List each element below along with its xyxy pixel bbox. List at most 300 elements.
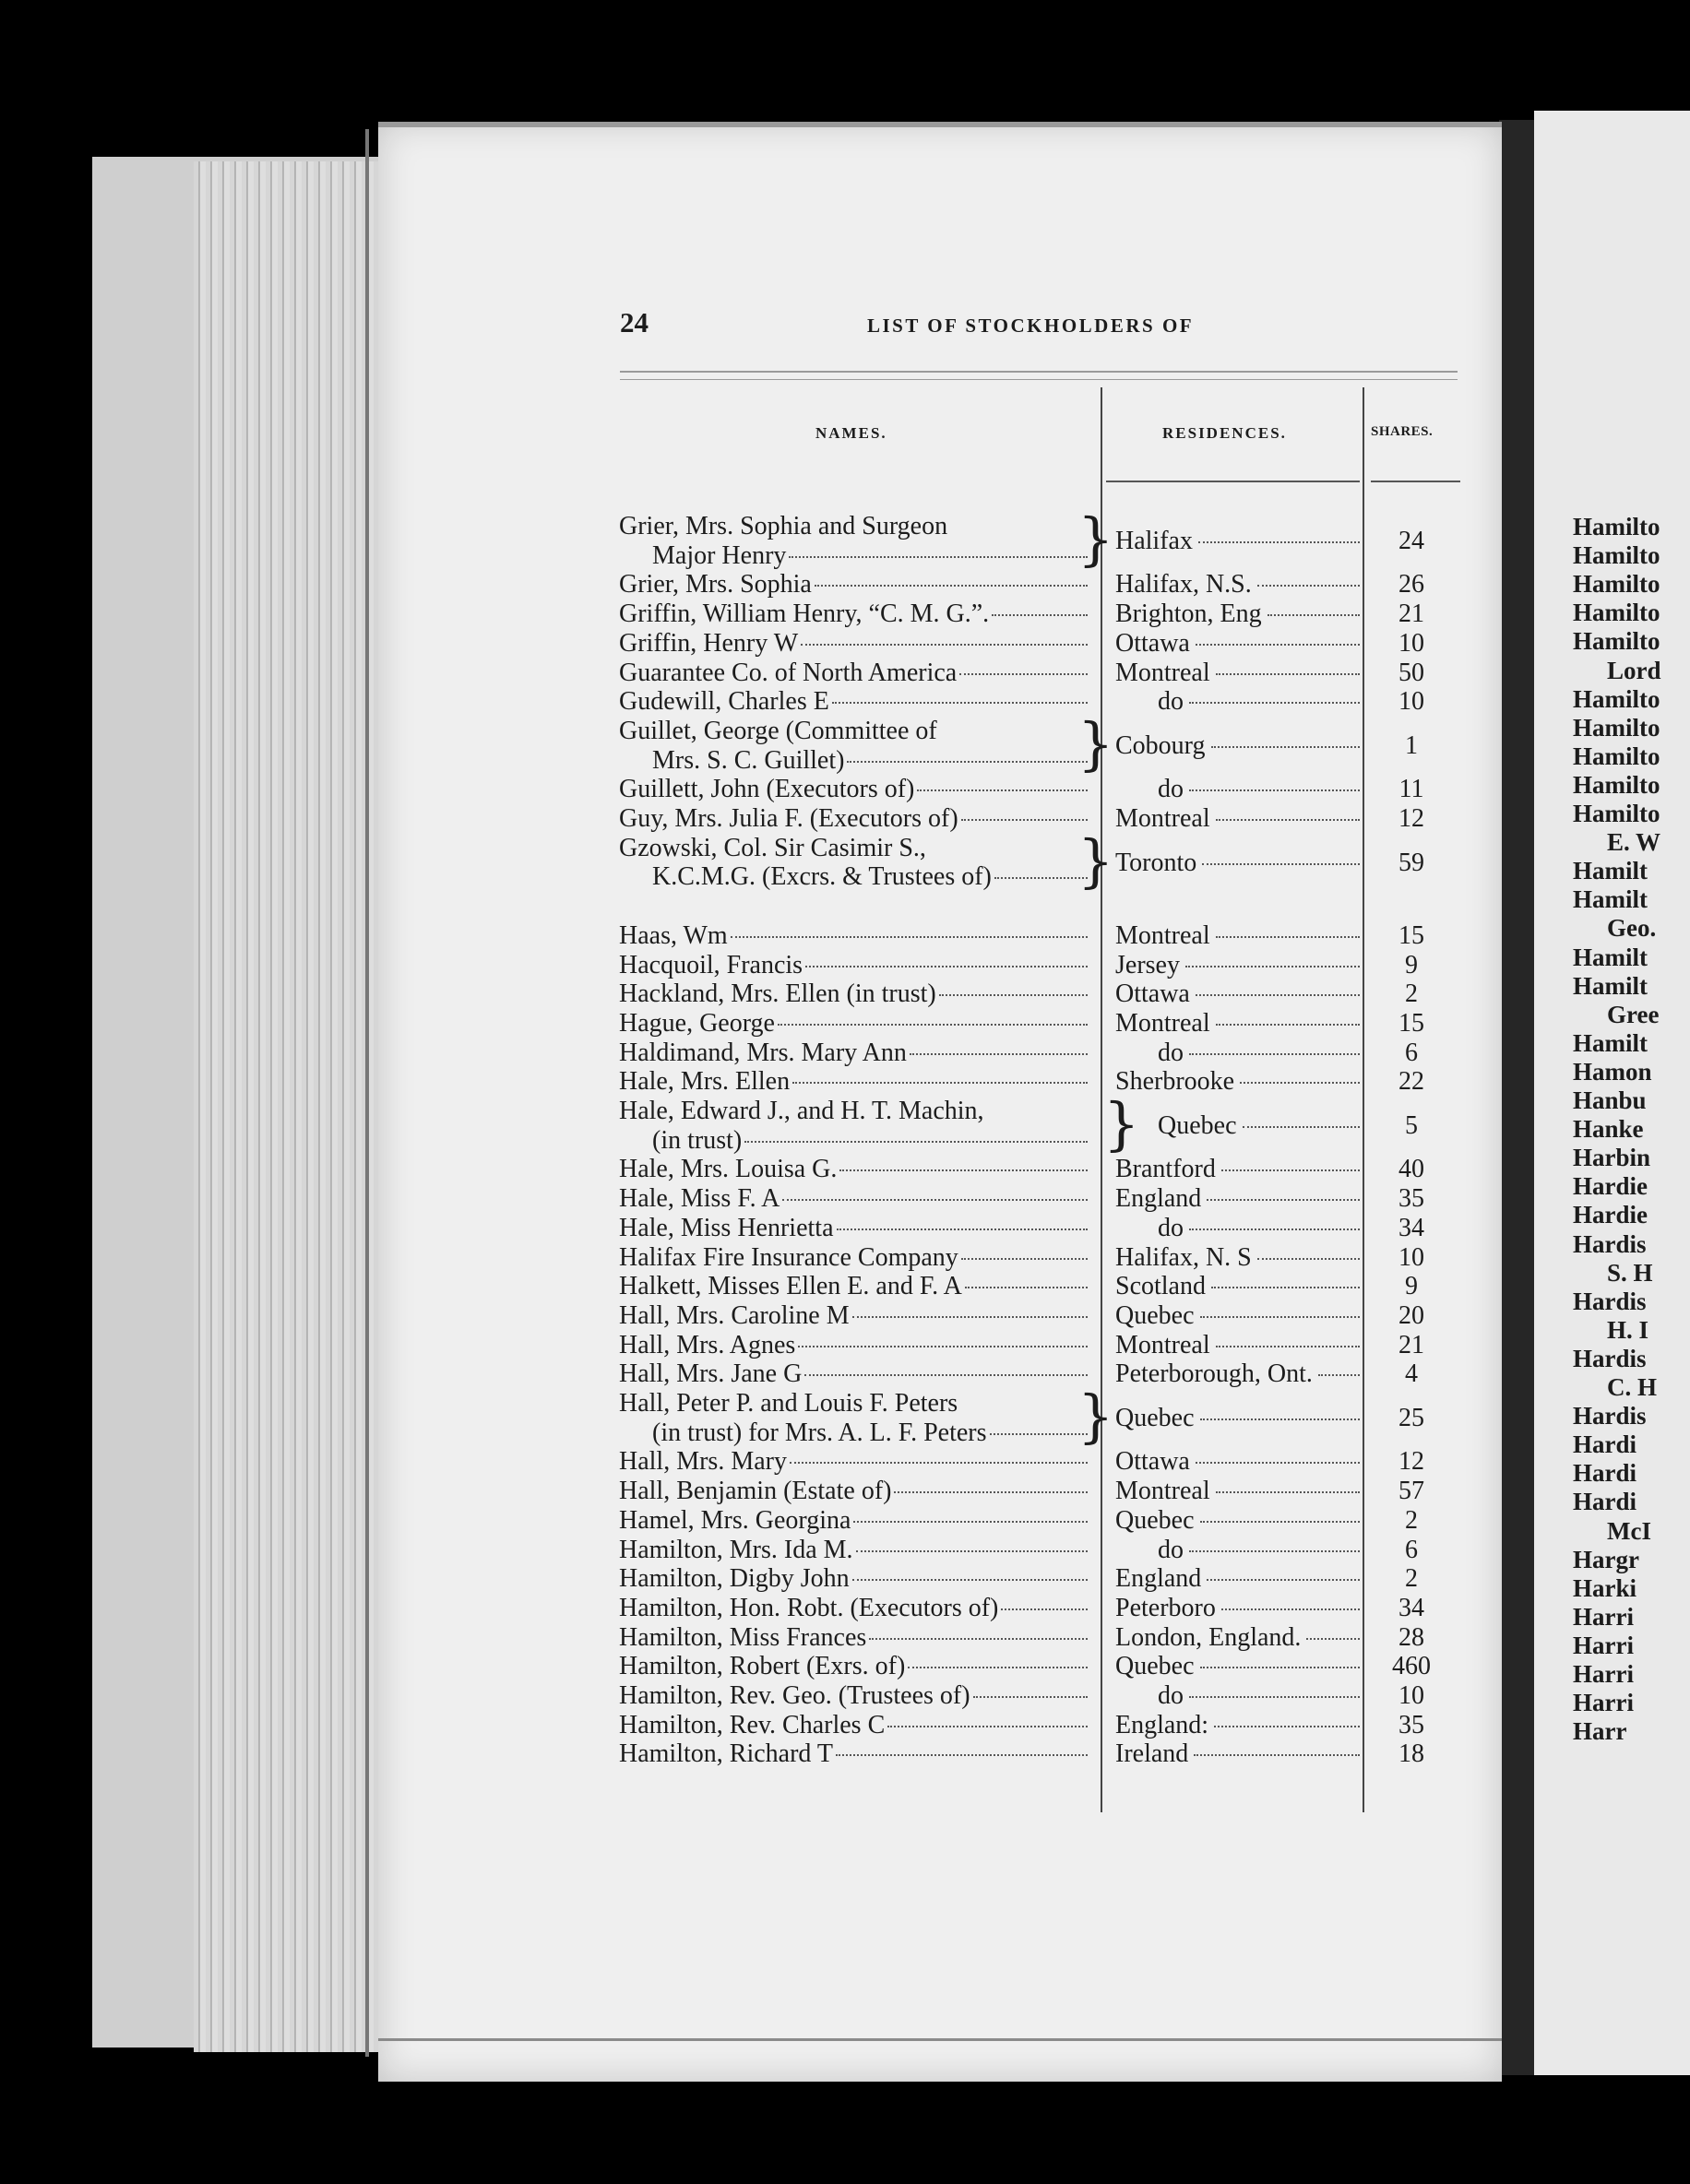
entry-residence <box>1115 600 1360 628</box>
entry-shares: 26 <box>1398 570 1424 599</box>
entry-name <box>619 1215 1088 1242</box>
entry-shares: 35 <box>1398 1710 1424 1739</box>
dot-leader <box>908 1667 1088 1668</box>
entry-residence <box>1115 952 1360 979</box>
dot-leader <box>992 614 1088 616</box>
entry-residence <box>1115 1010 1360 1038</box>
entry-shares: 9 <box>1405 1272 1418 1301</box>
entry-shares: 10 <box>1398 1242 1424 1272</box>
entry-name-continued-text: Mrs. S. C. Guillet) <box>652 745 845 775</box>
entry-residence <box>1115 732 1360 760</box>
entry-residence-text: Ottawa <box>1115 1447 1190 1477</box>
entry-name-text: Hackland, Mrs. Ellen (in trust) <box>619 979 936 1009</box>
entry-residence-text: Quebec <box>1115 1403 1195 1432</box>
entry-residence-text: Ottawa <box>1115 628 1190 658</box>
entry-residence-text: Toronto <box>1115 848 1197 877</box>
entry-residence-text: Quebec <box>1115 1652 1195 1681</box>
entry-residence <box>1115 1507 1360 1535</box>
facing-page-line: Hamilt <box>1573 1028 1648 1057</box>
dot-leader <box>869 1638 1088 1640</box>
entry-shares: 1 <box>1405 730 1418 760</box>
facing-page-line: Hamilto <box>1573 800 1660 827</box>
entry-name-text: Hamilton, Robert (Exrs. of) <box>619 1652 906 1681</box>
column-divider-names <box>1101 387 1102 1812</box>
entry-shares: 15 <box>1398 920 1424 950</box>
entry-shares: 25 <box>1398 1403 1424 1432</box>
dot-leader <box>1216 1346 1360 1347</box>
entry-name-continued <box>652 542 1088 570</box>
entry-residence <box>1115 630 1360 658</box>
entry-residence-text: Montreal <box>1115 658 1210 687</box>
entry-residence <box>1115 1624 1360 1652</box>
dot-leader <box>1001 1608 1088 1610</box>
dot-leader <box>894 1491 1088 1493</box>
entry-shares: 35 <box>1398 1184 1424 1214</box>
entry-name <box>619 805 1088 833</box>
entry-residence <box>1115 1448 1360 1476</box>
brace: } <box>1077 709 1114 777</box>
entry-residence <box>1115 571 1360 599</box>
facing-page-line: Hardie <box>1573 1172 1648 1201</box>
entry-shares: 59 <box>1398 848 1424 877</box>
entry-shares: 10 <box>1398 628 1424 658</box>
entry-name <box>619 1010 1088 1038</box>
entry-residence-text: Brighton, Eng <box>1115 599 1262 629</box>
entry-name: Gzowski, Col. Sir Casimir S., <box>619 833 926 862</box>
dot-leader <box>782 1199 1088 1201</box>
facing-page-line: Hamilto <box>1573 742 1660 770</box>
shares-rule <box>1371 481 1460 482</box>
entry-name-text: Gudewill, Charles E <box>619 687 829 717</box>
entry-name-text: Hamilton, Digby John <box>619 1564 850 1594</box>
entry-name <box>619 1682 1088 1710</box>
entry-name <box>619 1273 1088 1300</box>
entry-name <box>619 1712 1088 1739</box>
entry-residence <box>1158 1112 1360 1140</box>
entry-residence-text: Halifax, N. S <box>1115 1242 1252 1272</box>
entry-name-text: Griffin, Henry W <box>619 628 799 658</box>
dot-leader <box>939 994 1088 996</box>
entry-name-continued-text: Major Henry <box>652 540 787 570</box>
entry-name <box>619 1653 1088 1680</box>
dot-leader <box>1216 673 1360 675</box>
entry-residence-text: England <box>1115 1184 1202 1214</box>
dot-leader <box>990 1433 1088 1435</box>
entry-name <box>619 1565 1088 1593</box>
entry-residence <box>1115 922 1360 950</box>
entry-shares: 18 <box>1398 1739 1424 1769</box>
dot-leader <box>1306 1638 1360 1640</box>
entry-shares: 4 <box>1405 1359 1418 1389</box>
entry-shares: 20 <box>1398 1300 1424 1330</box>
brace: } <box>1077 826 1114 895</box>
entry-name <box>619 1360 1088 1388</box>
dot-leader <box>1196 644 1360 646</box>
column-header-shares: SHARES. <box>1371 424 1434 439</box>
dot-leader <box>961 819 1088 821</box>
entry-name-text: Halifax Fire Insurance Company <box>619 1242 958 1272</box>
entry-residence-text: Sherbrooke <box>1115 1067 1235 1097</box>
entry-name-text: Hamel, Mrs. Georgina <box>619 1505 851 1535</box>
entry-shares: 2 <box>1405 1564 1418 1594</box>
dot-leader <box>1196 1462 1360 1464</box>
facing-page-line: C. H <box>1607 1373 1657 1401</box>
entry-shares: 24 <box>1398 526 1424 555</box>
dot-leader <box>1189 1696 1360 1698</box>
dot-leader <box>1189 789 1360 791</box>
facing-page-line: E. W <box>1607 828 1661 857</box>
dot-leader <box>1196 994 1360 996</box>
dot-leader <box>1221 1169 1360 1171</box>
entry-name-text: Hale, Miss F. A <box>619 1184 780 1214</box>
dot-leader <box>804 1374 1088 1376</box>
entry-name <box>619 1068 1088 1096</box>
entry-residence-text: do <box>1158 1681 1184 1710</box>
dot-leader <box>1211 746 1361 748</box>
facing-page-line: Hamilto <box>1573 713 1660 742</box>
entry-name-text: Guarantee Co. of North America <box>619 658 958 687</box>
dot-leader <box>1189 1053 1360 1055</box>
entry-shares: 34 <box>1398 1593 1424 1622</box>
entry-name <box>619 688 1088 716</box>
dot-leader <box>994 877 1088 879</box>
facing-page-line: Hardis <box>1573 1402 1647 1430</box>
entry-name-text: Hale, Mrs. Louisa G. <box>619 1155 838 1184</box>
entry-shares: 12 <box>1398 804 1424 833</box>
facing-page-line: Hardi <box>1573 1488 1637 1516</box>
dot-leader <box>805 966 1088 967</box>
brace: } <box>1077 1383 1114 1450</box>
facing-page-line: McI <box>1607 1516 1651 1545</box>
facing-page-line: Harbin <box>1573 1144 1651 1172</box>
entry-residence <box>1115 528 1360 555</box>
entry-name <box>619 1507 1088 1535</box>
dot-leader <box>917 789 1088 791</box>
facing-page-line: H. I <box>1607 1315 1649 1344</box>
entry-name <box>619 1624 1088 1652</box>
dot-leader <box>1216 819 1360 821</box>
dot-leader <box>801 644 1088 646</box>
page-bottom-edge <box>378 2038 1502 2041</box>
dot-leader <box>1189 1550 1360 1552</box>
entry-name-text: Hacquoil, Francis <box>619 950 803 979</box>
dot-leader <box>961 1258 1088 1260</box>
dot-leader <box>887 1726 1088 1727</box>
entry-shares: 2 <box>1405 1505 1418 1535</box>
dot-leader <box>744 1141 1088 1143</box>
entry-residence <box>1115 1332 1360 1359</box>
entry-name-text: Griffin, William Henry, “C. M. G.”. <box>619 599 990 629</box>
dot-leader <box>1211 1287 1360 1288</box>
entry-name <box>619 980 1088 1008</box>
facing-page-line: Hamilto <box>1573 627 1660 656</box>
entry-name-text: Hamilton, Rev. Geo. (Trustees of) <box>619 1681 970 1710</box>
entry-shares: 2 <box>1405 979 1418 1009</box>
page-number: 24 <box>620 306 649 338</box>
entry-name: Grier, Mrs. Sophia and Surgeon <box>619 512 948 540</box>
entry-shares: 21 <box>1398 1330 1424 1359</box>
entry-residence-text: do <box>1158 1038 1184 1067</box>
entry-residence-text: Montreal <box>1115 1477 1210 1506</box>
dot-leader <box>1207 1199 1360 1201</box>
residences-rule <box>1106 481 1360 482</box>
dot-leader <box>789 556 1088 558</box>
dot-leader <box>1189 1228 1360 1230</box>
entry-residence <box>1158 688 1360 716</box>
dot-leader <box>910 1053 1088 1055</box>
facing-page-line: Hanbu <box>1573 1086 1647 1114</box>
entry-name-text: Hall, Benjamin (Estate of) <box>619 1477 892 1506</box>
entry-name <box>619 1156 1088 1183</box>
dot-leader <box>856 1550 1088 1552</box>
column-header-names: NAMES. <box>815 424 887 442</box>
entry-name <box>619 952 1088 979</box>
entry-residence <box>1158 1215 1360 1242</box>
facing-page-line: S. H <box>1607 1258 1653 1287</box>
entry-residence-text: do <box>1158 1213 1184 1242</box>
facing-page-line: Harri <box>1573 1602 1634 1631</box>
entry-shares: 57 <box>1398 1477 1424 1506</box>
entry-name <box>619 1039 1088 1067</box>
brace: } <box>1103 1090 1140 1157</box>
dot-leader <box>1214 1726 1360 1727</box>
entry-residence-text: Quebec <box>1115 1505 1195 1535</box>
entry-residence <box>1115 1595 1360 1622</box>
entry-residence <box>1115 1302 1360 1330</box>
facing-page-line: Geo. <box>1607 914 1657 943</box>
entry-residence-text: England <box>1115 1564 1202 1594</box>
dot-leader <box>1240 1082 1360 1084</box>
entry-name-text: Haldimand, Mrs. Mary Ann <box>619 1038 907 1067</box>
facing-page-line: Hardie <box>1573 1201 1648 1229</box>
entry-shares: 11 <box>1398 775 1424 804</box>
header-rule-thin <box>620 379 1458 380</box>
entry-name <box>619 600 1088 628</box>
dot-leader <box>778 1024 1088 1026</box>
dot-leader <box>1200 1316 1360 1318</box>
dot-leader <box>1221 1608 1360 1610</box>
entry-name: Guillet, George (Committee of <box>619 716 937 745</box>
dot-leader <box>792 1082 1088 1084</box>
entry-name <box>619 1244 1088 1272</box>
entry-name-text: Hall, Mrs. Agnes <box>619 1330 796 1359</box>
dot-leader <box>1200 1418 1360 1420</box>
dot-leader <box>815 585 1088 587</box>
page-top-edge <box>378 122 1502 127</box>
entry-residence-text: Scotland <box>1115 1272 1206 1301</box>
facing-page-line: Hardis <box>1573 1287 1647 1315</box>
entry-residence-text: do <box>1158 1535 1184 1564</box>
entry-shares: 6 <box>1405 1038 1418 1067</box>
facing-page-line: Hamon <box>1573 1057 1652 1086</box>
entry-name-text: Halkett, Misses Ellen E. and F. A <box>619 1272 962 1301</box>
dot-leader <box>973 1696 1088 1698</box>
column-header-residences: RESIDENCES. <box>1162 424 1287 442</box>
dot-leader <box>1216 1491 1360 1493</box>
entry-residence <box>1115 805 1360 833</box>
entry-residence <box>1115 1244 1360 1272</box>
entry-name <box>619 659 1088 687</box>
entry-residence <box>1115 1156 1360 1183</box>
entry-residence-text: Ottawa <box>1115 979 1190 1009</box>
entry-name-continued-text: (in trust) for Mrs. A. L. F. Peters <box>652 1418 987 1447</box>
dot-leader <box>1268 614 1360 616</box>
entry-residence <box>1115 1405 1360 1432</box>
entry-name <box>619 1302 1088 1330</box>
facing-page-line: Harri <box>1573 1631 1634 1659</box>
entry-residence <box>1115 1068 1360 1096</box>
entry-shares: 9 <box>1405 950 1418 979</box>
entry-shares: 15 <box>1398 1008 1424 1038</box>
dot-leader <box>853 1521 1088 1523</box>
dot-leader <box>847 761 1088 763</box>
entry-name: Hale, Edward J., and H. T. Machin, <box>619 1097 984 1125</box>
entry-name-continued <box>652 1127 1088 1155</box>
entry-name-text: Hale, Miss Henrietta <box>619 1213 834 1242</box>
dot-leader <box>1216 936 1360 938</box>
entry-residence-text: do <box>1158 775 1184 804</box>
entry-name-continued <box>652 1419 1088 1447</box>
dot-leader <box>852 1579 1088 1581</box>
entry-name <box>619 922 1088 950</box>
entry-name <box>619 1537 1088 1564</box>
entry-residence <box>1115 1565 1360 1593</box>
entry-name-text: Haas, Wm <box>619 920 728 950</box>
entry-residence <box>1115 1273 1360 1300</box>
dot-leader <box>790 1462 1088 1464</box>
entry-name-text: Grier, Mrs. Sophia <box>619 570 812 599</box>
entry-name-text: Hamilton, Richard T <box>619 1739 833 1769</box>
page-stack-line <box>365 129 369 2057</box>
entry-residence <box>1115 1740 1360 1768</box>
dot-leader <box>832 702 1088 704</box>
entry-name <box>619 776 1088 803</box>
dot-leader <box>1198 541 1360 543</box>
dot-leader <box>731 936 1088 938</box>
entry-name <box>619 630 1088 658</box>
entry-name: Hall, Peter P. and Louis F. Peters <box>619 1389 958 1418</box>
facing-page-line: Harri <box>1573 1689 1634 1717</box>
facing-page-line: Hamilt <box>1573 885 1648 914</box>
dot-leader <box>1200 1521 1360 1523</box>
entry-shares: 28 <box>1398 1622 1424 1652</box>
entry-name-text: Hale, Mrs. Ellen <box>619 1067 791 1097</box>
entry-name-continued <box>652 863 1088 891</box>
dot-leader <box>1185 966 1360 967</box>
dot-leader <box>1194 1754 1360 1756</box>
facing-page-line: Hamilto <box>1573 513 1660 540</box>
entry-shares: 34 <box>1398 1213 1424 1242</box>
book-spine <box>1499 120 1534 2075</box>
dot-leader <box>965 1287 1088 1288</box>
entry-shares: 12 <box>1398 1447 1424 1477</box>
entry-residence-text: Peterboro <box>1115 1593 1216 1622</box>
entry-name-text: Hall, Mrs. Caroline M <box>619 1300 850 1330</box>
dot-leader <box>1257 1258 1360 1260</box>
facing-page-line: Hardis <box>1573 1229 1647 1258</box>
entry-residence-text: London, England. <box>1115 1622 1302 1652</box>
entry-shares: 50 <box>1398 658 1424 687</box>
entry-name <box>619 1595 1088 1622</box>
entry-residence-text: Quebec <box>1158 1110 1237 1140</box>
entry-shares: 21 <box>1398 599 1424 629</box>
entry-residence-text: Montreal <box>1115 1330 1210 1359</box>
facing-page-line: Lord <box>1607 656 1661 684</box>
dot-leader <box>836 1754 1088 1756</box>
entry-name-text: Hamilton, Miss Frances <box>619 1622 867 1652</box>
entry-name <box>619 571 1088 599</box>
dot-leader <box>1200 1667 1360 1668</box>
entry-name <box>619 1185 1088 1213</box>
facing-page-line: Hardi <box>1573 1459 1637 1488</box>
running-head: LIST OF STOCKHOLDERS OF <box>867 315 1195 337</box>
entry-residence-text: Brantford <box>1115 1155 1216 1184</box>
entry-name-continued-text: K.C.M.G. (Excrs. & Trustees of) <box>652 862 992 892</box>
dot-leader <box>1257 585 1360 587</box>
entry-residence <box>1115 1712 1360 1739</box>
facing-page-line: Hamilto <box>1573 599 1660 627</box>
entry-residence <box>1158 1039 1360 1067</box>
entry-residence <box>1115 980 1360 1008</box>
facing-page-line: Harki <box>1573 1573 1637 1602</box>
entry-name-text: Guy, Mrs. Julia F. (Executors of) <box>619 804 958 833</box>
entry-residence-text: Montreal <box>1115 920 1210 950</box>
entry-shares: 10 <box>1398 687 1424 717</box>
entry-residence-text: Ireland <box>1115 1739 1189 1769</box>
facing-page-line: Hardis <box>1573 1344 1647 1372</box>
entry-residence-text: Halifax, N.S. <box>1115 570 1252 599</box>
dot-leader <box>1243 1126 1360 1128</box>
dot-leader <box>959 673 1088 675</box>
dot-leader <box>1189 702 1360 704</box>
entry-residence <box>1115 1478 1360 1505</box>
entry-shares: 6 <box>1405 1535 1418 1564</box>
facing-page-line: Harri <box>1573 1660 1634 1688</box>
entry-shares: 460 <box>1392 1652 1431 1681</box>
facing-page-line: Hamilto <box>1573 770 1660 799</box>
entry-name-text: Hamilton, Hon. Robt. (Executors of) <box>619 1593 999 1622</box>
entry-name <box>619 1448 1088 1476</box>
facing-page-line: Hanke <box>1573 1115 1644 1144</box>
entry-residence <box>1158 1682 1360 1710</box>
entry-name-text: Hall, Mrs. Jane G <box>619 1359 803 1389</box>
dot-leader <box>1202 863 1360 865</box>
entry-name-text: Guillett, John (Executors of) <box>619 775 915 804</box>
entry-residence <box>1158 776 1360 803</box>
entry-residence <box>1115 659 1360 687</box>
entry-shares: 10 <box>1398 1681 1424 1710</box>
facing-page-line: Hamilt <box>1573 943 1648 971</box>
dot-leader <box>1318 1374 1360 1376</box>
entry-shares: 22 <box>1398 1067 1424 1097</box>
entry-residence <box>1115 1360 1360 1388</box>
entry-residence-text: Cobourg <box>1115 730 1206 760</box>
facing-page-line: Hamilt <box>1573 971 1648 1000</box>
entry-residence-text: Halifax <box>1115 526 1193 555</box>
column-divider-residences <box>1363 387 1364 1812</box>
dot-leader <box>1207 1579 1360 1581</box>
dot-leader <box>837 1228 1089 1230</box>
entry-shares: 40 <box>1398 1155 1424 1184</box>
facing-page-line: Hamilto <box>1573 541 1660 570</box>
dot-leader <box>1216 1024 1360 1026</box>
facing-page-line: Hamilto <box>1573 684 1660 713</box>
entry-residence <box>1115 1653 1360 1680</box>
facing-page-line: Hamilt <box>1573 857 1648 885</box>
facing-page-line: Harr <box>1573 1717 1627 1746</box>
entry-residence <box>1115 849 1360 877</box>
facing-page-line: Hardi <box>1573 1430 1637 1459</box>
